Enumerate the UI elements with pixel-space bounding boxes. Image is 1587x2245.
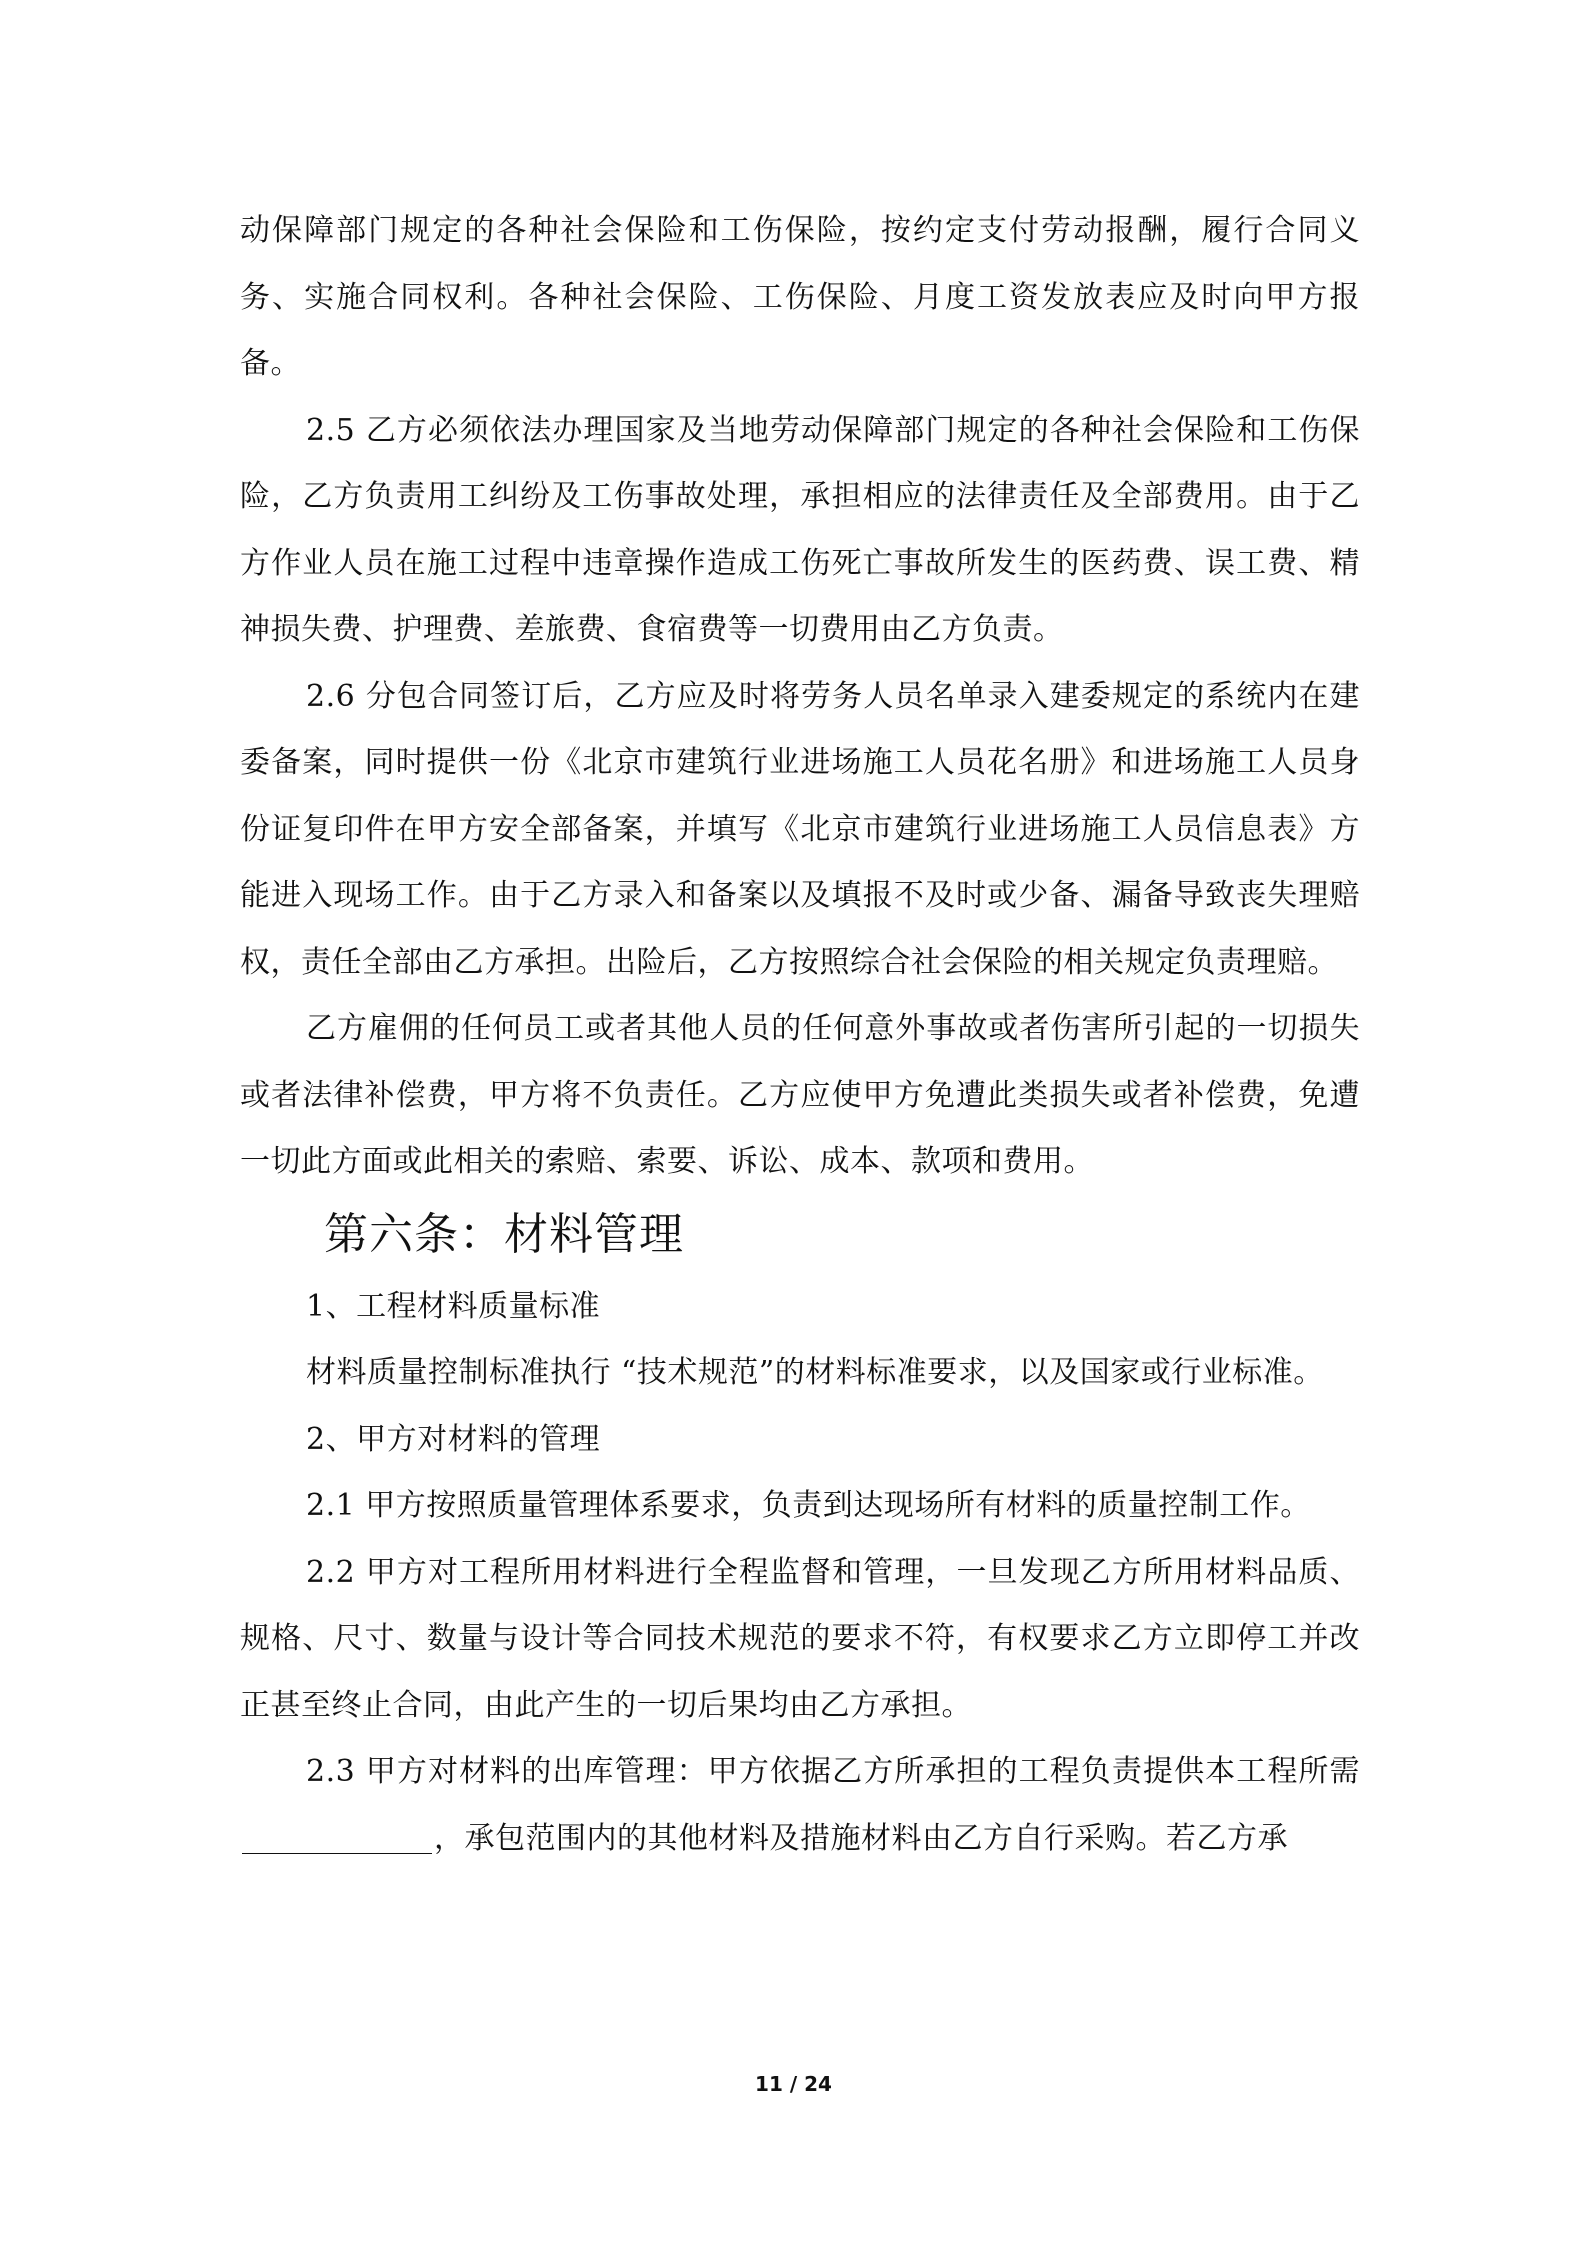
paragraph-clause-2-1: 2.1 甲方按照质量管理体系要求，负责到达现场所有材料的质量控制工作。 <box>306 1488 1311 1523</box>
page-content <box>240 198 1360 1872</box>
paragraph-clause-2-2: 2.2 甲方对工程所用材料进行全程监督和管理，一旦发现乙方所用材料品质、规格、尺寸、数量与设计等合同技术规范的要求不符，有权要求乙方立即停工并改正甚至终止合同，由此产生的一切后果均由乙方承担。 <box>240 1554 1360 1723</box>
paragraph-social-insurance-continued: 动保障部门规定的各种社会保险和工伤保险，按约定支付劳动报酬，履行合同义务、实施合同权利。各种社会保险、工伤保险、月度工资发放表应及时向甲方报备。 <box>240 213 1360 381</box>
page-number-footer: 11 / 24 <box>755 2072 832 2096</box>
fill-in-blank-line <box>242 1821 432 1854</box>
paragraph-clause-2-3 <box>240 1739 1360 1872</box>
clause-2-3-text-after-blank: ，承包范围内的其他材料及措施材料由乙方自行采购。若乙方承 <box>434 1820 1288 1856</box>
paragraph-material-quality-standard: 材料质量控制标准执行 “技术规范”的材料标准要求，以及国家或行业标准。 <box>306 1355 1324 1390</box>
paragraph-material-quality-standard-title: 1、工程材料质量标准 <box>306 1288 601 1324</box>
paragraph-liability-waiver: 乙方雇佣的任何员工或者其他人员的任何意外事故或者伤害所引起的一切损失或者法律补偿费，甲方将不负责任。乙方应使甲方免遭此类损失或者补偿费，免遭一切此方面或此相关的索赔、索要、诉讼、成本、款项和费用。 <box>240 1011 1360 1179</box>
paragraph-clause-2-6: 2.6 分包合同签订后，乙方应及时将劳务人员名单录入建委规定的系统内在建委备案，同时提供一份《北京市建筑行业进场施工人员花名册》和进场施工人员身份证复印件在甲方安全部备案，并填写《北京市建筑行业进场施工人员信息表》方能进入现场工作。由于乙方录入和备案以及填报不及时或少备、漏备导致丧失理赔权，责任全部由乙方承担。出险后，乙方按照综合社会保险的相关规定负责理赔。 <box>240 678 1360 980</box>
paragraph-party-a-material-management-title: 2、甲方对材料的管理 <box>306 1421 601 1457</box>
paragraph-clause-2-5: 2.5 乙方必须依法办理国家及当地劳动保障部门规定的各种社会保险和工伤保险，乙方负责用工纠纷及工伤事故处理，承担相应的法律责任及全部费用。由于乙方作业人员在施工过程中违章操作造成工伤死亡事故所发生的医药费、误工费、精神损失费、护理费、差旅费、食宿费等一切费用由乙方负责。 <box>240 412 1360 647</box>
section-heading-article-6: 第六条：材料管理 <box>324 1208 684 1260</box>
clause-2-3-text-before-blank: 2.3 甲方对材料的出库管理：甲方依据乙方所承担的工程负责提供本工程所需 <box>306 1754 1360 1789</box>
